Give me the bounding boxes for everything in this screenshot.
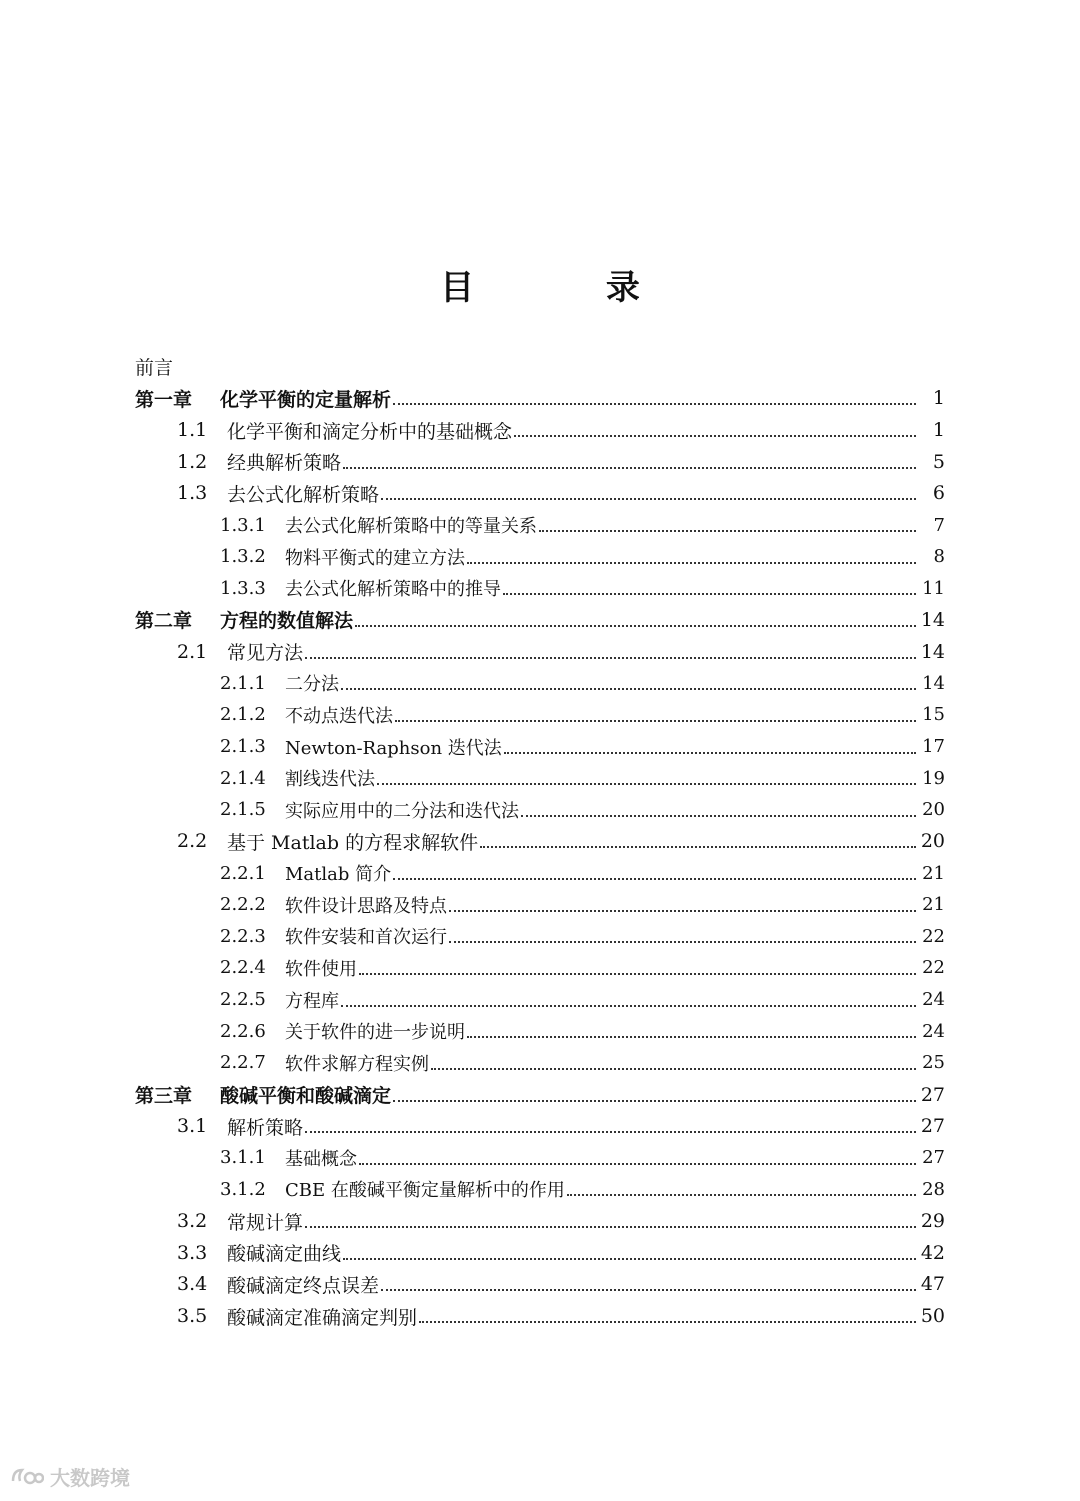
toc-entry-label — [285, 575, 920, 601]
toc-entry-label — [227, 480, 920, 507]
toc-dot-leader — [381, 498, 916, 500]
toc-entry[interactable] — [0, 541, 1080, 573]
toc-dot-leader — [393, 403, 916, 405]
toc-entry-title: 酸碱滴定终点误差 — [227, 1271, 381, 1298]
toc-entry-page: 29 — [920, 1210, 945, 1233]
toc-entry[interactable] — [0, 826, 1080, 858]
toc-entry-page: 24 — [922, 989, 945, 1011]
toc-dot-leader — [305, 657, 916, 659]
toc-entry[interactable] — [0, 1237, 1080, 1269]
toc-dot-leader — [467, 562, 916, 564]
toc-entry-label — [285, 765, 920, 791]
toc-entry[interactable] — [0, 1079, 1080, 1111]
toc-entry[interactable] — [0, 857, 1080, 889]
toc-entry[interactable] — [0, 952, 1080, 984]
toc-entry[interactable] — [0, 699, 1080, 731]
toc-dot-leader — [305, 1131, 916, 1133]
toc-entry-page: 22 — [922, 925, 945, 947]
toc-entry-title: 软件求解方程实例 — [285, 1050, 431, 1076]
toc-entry-title: 不动点迭代法 — [285, 702, 395, 728]
toc-entry-label — [285, 892, 920, 918]
toc-entry-label — [227, 1271, 920, 1298]
toc-entry[interactable] — [0, 1110, 1080, 1142]
toc-entry[interactable] — [0, 667, 1080, 699]
toc-entry[interactable] — [0, 604, 1080, 636]
toc-entry-page: 6 — [932, 482, 945, 505]
toc-entry-page: 27 — [920, 1083, 945, 1106]
toc-entry-page: 7 — [933, 514, 945, 536]
toc-entry-number: 3.3 — [177, 1241, 208, 1264]
toc-entry-title: 化学平衡的定量解析 — [220, 385, 393, 412]
toc-entry-title: 酸碱滴定曲线 — [227, 1239, 343, 1266]
table-of-contents — [0, 351, 1080, 1332]
toc-entry-title: 去公式化解析策略中的等量关系 — [285, 512, 539, 538]
toc-entry-title: 关于软件的进一步说明 — [285, 1018, 467, 1044]
toc-entry-number: 1.3.3 — [220, 577, 266, 599]
toc-dot-leader — [567, 1194, 916, 1196]
toc-entry-label — [285, 860, 920, 886]
toc-entry-label — [285, 544, 920, 570]
toc-entry-label — [285, 512, 920, 538]
toc-entry-number: 2.1.5 — [220, 799, 266, 821]
toc-entry[interactable] — [0, 794, 1080, 826]
toc-entry[interactable] — [0, 984, 1080, 1016]
toc-dot-leader — [381, 1289, 916, 1291]
toc-entry-number: 1.3.1 — [220, 514, 266, 536]
toc-entry-title: 物料平衡式的建立方法 — [285, 544, 467, 570]
toc-entry-page: 11 — [922, 577, 945, 599]
toc-entry-title: 软件安装和首次运行 — [285, 923, 449, 949]
toc-entry-label — [285, 734, 920, 760]
toc-entry-page: 20 — [922, 799, 945, 821]
toc-entry[interactable] — [0, 572, 1080, 604]
toc-dot-leader — [521, 815, 916, 817]
toc-dot-leader — [395, 720, 916, 722]
toc-entry-title: 常规计算 — [227, 1208, 305, 1235]
toc-entry-title: 方程库 — [285, 987, 341, 1013]
toc-entry-title: 去公式化解析策略中的推导 — [285, 575, 503, 601]
toc-entry[interactable] — [0, 921, 1080, 953]
toc-dot-leader — [503, 593, 916, 595]
toc-dot-leader — [514, 435, 916, 437]
toc-dot-leader — [467, 1036, 916, 1038]
toc-preface[interactable] — [0, 351, 1080, 383]
toc-entry-number: 2.1.3 — [220, 736, 266, 757]
toc-entry-label — [285, 923, 920, 949]
page-title: 目 录 — [440, 268, 700, 308]
toc-entry-title: Matlab 简介 — [285, 860, 393, 886]
toc-entry-title: 软件使用 — [285, 955, 359, 981]
toc-entry-number: 3.1.1 — [220, 1147, 266, 1169]
toc-entry[interactable] — [0, 1142, 1080, 1174]
toc-entry-number: 2.2.3 — [220, 925, 266, 947]
toc-entry-page: 14 — [920, 608, 945, 631]
toc-entry-label — [285, 987, 920, 1013]
toc-entry-page: 22 — [922, 957, 945, 979]
toc-entry-page: 1 — [932, 419, 945, 442]
toc-entry[interactable] — [0, 1300, 1080, 1332]
toc-dot-leader — [341, 1005, 916, 1007]
toc-dot-leader — [305, 1226, 916, 1228]
toc-entry[interactable] — [0, 1047, 1080, 1079]
toc-entry-number: 1.1 — [177, 419, 208, 442]
toc-entry-label — [285, 1176, 920, 1202]
toc-entry-title: 解析策略 — [227, 1113, 305, 1140]
toc-entry-number: 1.3.2 — [220, 546, 266, 568]
toc-entry-number: 2.1.2 — [220, 704, 266, 726]
toc-entry-label — [285, 702, 920, 728]
toc-dot-leader — [359, 973, 916, 975]
toc-entry-label — [227, 417, 920, 444]
toc-dot-leader — [377, 783, 916, 785]
toc-entry[interactable] — [0, 1269, 1080, 1301]
toc-entry-title: 二分法 — [285, 670, 341, 696]
toc-entry-page: 25 — [922, 1052, 945, 1074]
toc-entry-label — [285, 797, 920, 823]
toc-entry-label — [220, 385, 920, 412]
toc-entry-page: 17 — [922, 736, 945, 757]
toc-dot-leader — [449, 910, 916, 912]
toc-entry-label — [227, 638, 920, 665]
toc-entry[interactable] — [0, 1015, 1080, 1047]
toc-dot-leader — [343, 1258, 916, 1260]
toc-entry-page: 14 — [922, 672, 945, 694]
toc-dot-leader — [449, 941, 916, 943]
toc-entry[interactable] — [0, 889, 1080, 921]
toc-entry[interactable] — [0, 509, 1080, 541]
toc-entry-number: 2.1.4 — [220, 767, 266, 789]
toc-entry-number: 2.2 — [177, 830, 208, 853]
toc-entry-page: 5 — [932, 450, 945, 473]
toc-entry[interactable] — [0, 731, 1080, 763]
toc-entry-number: 3.2 — [177, 1210, 208, 1233]
toc-entry-title: Newton-Raphson 迭代法 — [285, 734, 504, 760]
toc-entry-title: 酸碱滴定准确滴定判别 — [227, 1303, 419, 1330]
toc-entry-page: 21 — [922, 894, 945, 916]
toc-dot-leader — [393, 878, 916, 880]
toc-dot-leader — [539, 530, 916, 532]
toc-entry-number: 2.2.2 — [220, 894, 266, 916]
toc-entry-page: 27 — [920, 1115, 945, 1138]
toc-entry[interactable] — [0, 383, 1080, 415]
toc-entry-number: 3.1.2 — [220, 1178, 266, 1200]
toc-entry-number: 2.1.1 — [220, 672, 266, 694]
toc-entry-label — [285, 670, 920, 696]
toc-entry-label — [227, 448, 920, 475]
toc-entry-page: 27 — [922, 1147, 945, 1169]
toc-entry-page: 24 — [922, 1020, 945, 1042]
toc-entry-page: 50 — [920, 1305, 945, 1328]
watermark-logo-icon — [10, 1466, 44, 1488]
toc-entry-label — [285, 955, 920, 981]
toc-entry[interactable] — [0, 1205, 1080, 1237]
toc-dot-leader — [504, 752, 916, 754]
toc-preface-label: 前言 — [135, 353, 175, 380]
toc-entry-number: 1.3 — [177, 482, 208, 505]
toc-entry-page: 14 — [920, 640, 945, 663]
toc-entry-label — [227, 1239, 920, 1266]
toc-entry-label — [227, 1303, 920, 1330]
toc-entry-title: 基础概念 — [285, 1145, 359, 1171]
watermark — [10, 1462, 130, 1491]
toc-entry-number: 1.2 — [177, 450, 208, 473]
toc-entry[interactable] — [0, 446, 1080, 478]
toc-entry-title: CBE 在酸碱平衡定量解析中的作用 — [285, 1176, 567, 1202]
toc-dot-leader — [355, 625, 916, 627]
toc-entry-number: 2.2.7 — [220, 1052, 266, 1074]
toc-dot-leader — [341, 688, 916, 690]
toc-entry-number: 3.4 — [177, 1273, 208, 1296]
toc-entry-number: 第三章 — [135, 1085, 193, 1108]
toc-entry-title: 软件设计思路及特点 — [285, 892, 449, 918]
toc-entry-number: 2.2.4 — [220, 957, 266, 979]
toc-entry-title: 割线迭代法 — [285, 765, 377, 791]
toc-entry-label — [285, 1050, 920, 1076]
toc-entry-number: 第一章 — [135, 388, 193, 411]
toc-dot-leader — [343, 467, 916, 469]
toc-entry-number: 2.2.5 — [220, 989, 266, 1011]
toc-entry-page: 47 — [920, 1273, 945, 1296]
toc-entry-number: 3.5 — [177, 1305, 208, 1328]
toc-entry-title: 实际应用中的二分法和迭代法 — [285, 797, 521, 823]
toc-entry-label — [220, 1081, 920, 1108]
toc-entry-page: 28 — [922, 1178, 945, 1200]
toc-entries — [0, 383, 1080, 1332]
toc-entry-label — [227, 1208, 920, 1235]
toc-entry-label — [220, 606, 920, 633]
toc-entry-label — [227, 828, 920, 855]
toc-entry-title: 常见方法 — [227, 638, 305, 665]
toc-entry[interactable] — [0, 478, 1080, 510]
toc-entry-page: 20 — [920, 830, 945, 853]
toc-entry-page: 21 — [922, 862, 945, 884]
toc-dot-leader — [359, 1163, 916, 1165]
toc-entry-label — [285, 1018, 920, 1044]
toc-entry-title: 基于 Matlab 的方程求解软件 — [227, 828, 480, 855]
toc-dot-leader — [419, 1321, 916, 1323]
toc-entry-label — [285, 1145, 920, 1171]
toc-entry[interactable] — [0, 636, 1080, 668]
watermark-text: 大数跨境 — [50, 1466, 130, 1490]
toc-entry-number: 2.1 — [177, 640, 208, 663]
toc-entry-page: 19 — [922, 767, 945, 789]
toc-entry-number: 2.2.6 — [220, 1020, 266, 1042]
toc-entry-page: 15 — [922, 704, 945, 726]
toc-entry-page: 42 — [920, 1241, 945, 1264]
toc-entry-title: 方程的数值解法 — [220, 606, 355, 633]
toc-entry-title: 化学平衡和滴定分析中的基础概念 — [227, 417, 514, 444]
toc-entry-page: 8 — [933, 546, 945, 568]
toc-entry[interactable] — [0, 762, 1080, 794]
toc-entry-page: 1 — [932, 387, 945, 410]
toc-entry[interactable] — [0, 1174, 1080, 1206]
toc-entry-number: 2.2.1 — [220, 862, 266, 884]
toc-dot-leader — [431, 1068, 916, 1070]
toc-entry-title: 去公式化解析策略 — [227, 480, 381, 507]
toc-entry-number: 3.1 — [177, 1115, 208, 1138]
toc-dot-leader — [393, 1100, 916, 1102]
toc-entry-label — [227, 1113, 920, 1140]
toc-entry[interactable] — [0, 414, 1080, 446]
toc-entry-number: 第二章 — [135, 610, 193, 633]
toc-dot-leader — [480, 846, 916, 848]
toc-entry-title: 酸碱平衡和酸碱滴定 — [220, 1081, 393, 1108]
toc-entry-title: 经典解析策略 — [227, 448, 343, 475]
